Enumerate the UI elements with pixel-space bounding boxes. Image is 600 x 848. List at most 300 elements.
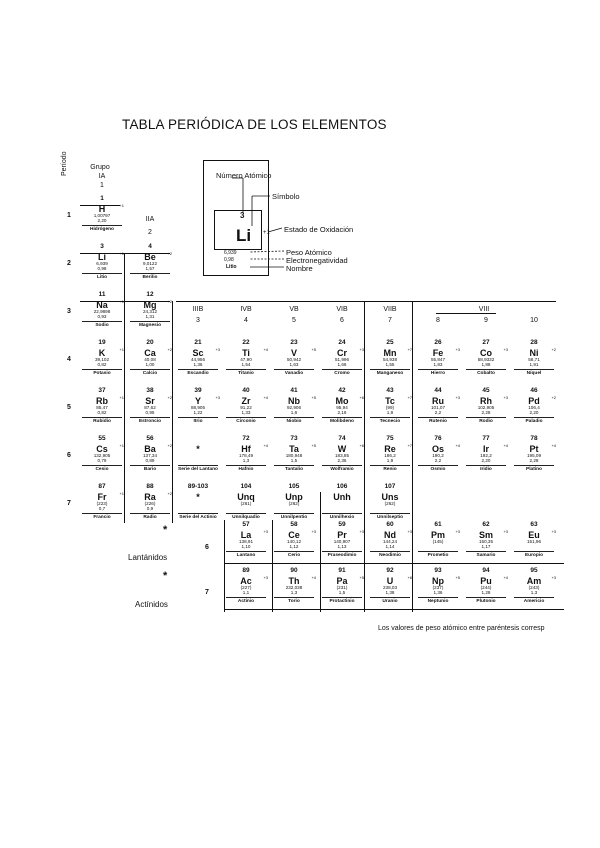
element-name: Americio xyxy=(514,597,554,604)
element-name: Berilio xyxy=(130,273,170,280)
element-name: Titanio xyxy=(226,369,266,376)
element-atomic-number: 39 xyxy=(194,387,202,394)
element-symbol: Ir xyxy=(482,444,489,454)
group-header-vib: VIB xyxy=(336,306,348,313)
element-electronegativity: 0,98 xyxy=(97,266,107,271)
element-atomic-number: 60 xyxy=(386,521,394,528)
element-name: Unnilpentio xyxy=(274,513,314,520)
element-symbol: Cs xyxy=(96,444,108,454)
element-symbol: * xyxy=(196,492,200,502)
element-name: Litio xyxy=(82,273,122,280)
element-atomic-weight: 137,34 xyxy=(142,453,158,458)
element-atomic-weight: 22,9898 xyxy=(93,309,111,314)
element-atomic-number: 3 xyxy=(100,243,104,250)
element-atomic-number: 89 xyxy=(242,567,250,574)
page-title: TABLA PERIÓDICA DE LOS ELEMENTOS xyxy=(122,117,387,132)
element-name: Rutenio xyxy=(418,417,458,424)
element-oxidation-state: +2 xyxy=(167,347,172,352)
element-atomic-number: 105 xyxy=(288,483,300,490)
element-atomic-weight: (223) xyxy=(96,501,108,506)
legend-example-name: Litio xyxy=(226,264,237,270)
element-atomic-weight: 87,62 xyxy=(144,405,156,410)
element-atomic-weight: 183,85 xyxy=(334,453,350,458)
element-atomic-weight: (231) xyxy=(336,585,348,590)
element-electronegativity: 1,22 xyxy=(193,410,203,415)
element-name: Praseodimio xyxy=(322,551,362,558)
element-symbol: Be xyxy=(144,252,156,262)
element-atomic-weight: 58,9332 xyxy=(477,357,495,362)
element-symbol: Unq xyxy=(237,492,255,502)
element-symbol: Ac xyxy=(240,576,252,586)
element-electronegativity: 1,17 xyxy=(481,544,491,549)
element-name: Níquel xyxy=(514,369,554,376)
element-name: Radio xyxy=(130,513,170,520)
element-name: Wolframio xyxy=(322,465,362,472)
element-symbol: Unh xyxy=(333,492,351,502)
element-oxidation-state: +6 xyxy=(359,443,364,448)
actinide-star-icon: * xyxy=(163,570,168,582)
element-name: Circonio xyxy=(226,417,266,424)
group-number-ivb: 4 xyxy=(244,317,248,324)
element-atomic-weight: 102,905 xyxy=(477,405,495,410)
element-atomic-number: 74 xyxy=(338,435,346,442)
element-oxidation-state: +2 xyxy=(167,443,172,448)
element-atomic-number: 75 xyxy=(386,435,394,442)
element-atomic-number: 46 xyxy=(530,387,538,394)
element-atomic-weight: (226) xyxy=(144,501,156,506)
element-symbol: U xyxy=(386,576,394,586)
element-symbol: Mn xyxy=(383,348,397,358)
legend-atomic-number-label: Número Atómico xyxy=(216,171,272,180)
element-atomic-number: 22 xyxy=(242,339,250,346)
element-symbol: Th xyxy=(288,576,300,586)
element-atomic-weight: (243) xyxy=(528,585,540,590)
element-symbol: Ce xyxy=(288,530,300,540)
element-atomic-weight: (262) xyxy=(384,501,396,506)
element-oxidation-state: +2 xyxy=(167,395,172,400)
element-electronegativity: 2,20 xyxy=(481,458,491,463)
element-oxidation-state: +4 xyxy=(551,443,556,448)
element-atomic-number: 77 xyxy=(482,435,490,442)
element-electronegativity: 1,10 xyxy=(241,544,251,549)
element-atomic-weight: 40,08 xyxy=(144,357,156,362)
element-oxidation-state: +6 xyxy=(359,395,364,400)
element-oxidation-state: +1 xyxy=(119,251,124,256)
element-atomic-number: 94 xyxy=(482,567,490,574)
element-symbol: Ra xyxy=(144,492,156,502)
group-header-viib: VIIB xyxy=(383,306,397,313)
element-atomic-number: 24 xyxy=(338,339,346,346)
element-oxidation-state: +5 xyxy=(359,575,364,580)
legend-oxidation-label: Estado de Oxidación xyxy=(284,225,354,234)
element-oxidation-state: +4 xyxy=(311,575,316,580)
element-atomic-number: 43 xyxy=(386,387,394,394)
element-atomic-number: 11 xyxy=(98,291,106,298)
element-oxidation-state: +5 xyxy=(311,443,316,448)
element-atomic-weight: 92,906 xyxy=(286,405,302,410)
group-header-vb: VB xyxy=(289,306,299,313)
element-atomic-number: 12 xyxy=(146,291,154,298)
element-atomic-weight: 54,938 xyxy=(382,357,398,362)
element-atomic-number: 92 xyxy=(386,567,394,574)
element-symbol: Pr xyxy=(337,530,347,540)
group-number-iia: 2 xyxy=(148,229,152,236)
element-name: Rodio xyxy=(466,417,506,424)
element-name: Plutonio xyxy=(466,597,506,604)
element-oxidation-state: +4 xyxy=(263,347,268,352)
element-name: Itrio xyxy=(178,417,218,424)
element-symbol: Fe xyxy=(432,348,444,358)
element-symbol: Sc xyxy=(192,348,204,358)
element-symbol: Y xyxy=(194,396,201,406)
element-atomic-weight: 1,00797 xyxy=(93,213,111,218)
element-name: Bario xyxy=(130,465,170,472)
period-number-5: 5 xyxy=(67,404,71,411)
element-electronegativity: 1,9 xyxy=(386,458,394,463)
element-electronegativity: 1,55 xyxy=(385,362,395,367)
element-atomic-weight: 101,07 xyxy=(430,405,446,410)
element-symbol: Re xyxy=(384,444,396,454)
element-electronegativity: 0,79 xyxy=(97,458,107,463)
group-number-viii9: 9 xyxy=(484,317,488,324)
element-name: Osmio xyxy=(418,465,458,472)
element-name: Francio xyxy=(82,513,122,520)
element-atomic-number: 107 xyxy=(384,483,396,490)
element-atomic-number: 57 xyxy=(242,521,250,528)
element-oxidation-state: +3 xyxy=(455,529,460,534)
element-name: Samario xyxy=(466,551,506,558)
element-atomic-weight: (262) xyxy=(288,501,300,506)
element-oxidation-state: +1 xyxy=(119,299,124,304)
element-electronegativity: 1,6 xyxy=(290,410,298,415)
element-symbol: Mg xyxy=(143,300,157,310)
element-atomic-weight: 9,0122 xyxy=(142,261,158,266)
element-atomic-weight: 24,312 xyxy=(142,309,158,314)
element-symbol: Co xyxy=(480,348,492,358)
element-atomic-weight: 6,939 xyxy=(96,261,108,266)
element-symbol: Ca xyxy=(144,348,156,358)
element-name: Cromo xyxy=(322,369,362,376)
element-symbol: Cr xyxy=(336,348,347,358)
legend-example-en: 0,98 xyxy=(224,257,234,263)
element-oxidation-state: +3 xyxy=(215,347,220,352)
element-atomic-number: 55 xyxy=(98,435,106,442)
element-atomic-number: 95 xyxy=(530,567,538,574)
element-atomic-weight: 180,948 xyxy=(285,453,303,458)
element-name: Platino xyxy=(514,465,554,472)
element-symbol: Ta xyxy=(289,444,299,454)
group-number-vb: 5 xyxy=(292,317,296,324)
element-oxidation-state: +3 xyxy=(455,347,460,352)
element-electronegativity: 1,00 xyxy=(145,362,155,367)
actinides-period: 7 xyxy=(205,589,209,596)
element-name: Calcio xyxy=(130,369,170,376)
element-symbol: Nb xyxy=(288,396,300,406)
group-header-iia: IIA xyxy=(145,216,155,223)
element-symbol: H xyxy=(98,204,106,214)
element-symbol: Ti xyxy=(242,348,250,358)
footnote: Los valores de peso atómico entre paréntesis corresp xyxy=(378,625,545,632)
element-symbol: Li xyxy=(98,252,106,262)
element-symbol: Sr xyxy=(145,396,155,406)
element-symbol: Hf xyxy=(241,444,251,454)
element-atomic-weight: (244) xyxy=(480,585,492,590)
element-atomic-number: 45 xyxy=(482,387,490,394)
element-atomic-number: 56 xyxy=(146,435,154,442)
element-oxidation-state: +4 xyxy=(263,395,268,400)
element-oxidation-state: +5 xyxy=(455,575,460,580)
element-atomic-number: 26 xyxy=(434,339,442,346)
element-oxidation-state: +1 xyxy=(119,203,124,208)
element-atomic-weight: 51,996 xyxy=(334,357,350,362)
element-symbol: Pt xyxy=(529,444,539,454)
period-number-2: 2 xyxy=(67,260,71,267)
element-atomic-number: 38 xyxy=(146,387,154,394)
element-electronegativity: 1,3 xyxy=(530,590,538,595)
element-oxidation-state: +5 xyxy=(311,347,316,352)
element-oxidation-state: +6 xyxy=(407,575,412,580)
element-name: Cerio xyxy=(274,551,314,558)
element-atomic-number: 44 xyxy=(434,387,442,394)
element-name: Tantalio xyxy=(274,465,314,472)
element-electronegativity: 1,63 xyxy=(289,362,299,367)
element-atomic-weight: 91,22 xyxy=(240,405,252,410)
element-oxidation-state: +3 xyxy=(503,347,508,352)
element-name: Paladio xyxy=(514,417,554,424)
element-symbol: W xyxy=(337,444,347,454)
element-name: Actinio xyxy=(226,597,266,604)
element-electronegativity: 2,36 xyxy=(337,458,347,463)
group-header-iiib: IIIB xyxy=(192,306,204,313)
element-name: Cobalto xyxy=(466,369,506,376)
element-atomic-number: 87 xyxy=(98,483,106,490)
element-atomic-weight: 186,2 xyxy=(384,453,396,458)
element-name: Cesio xyxy=(82,465,122,472)
element-electronegativity: 1,5 xyxy=(338,590,346,595)
element-name: Tecnecio xyxy=(370,417,410,424)
element-atomic-number: 78 xyxy=(530,435,538,442)
element-electronegativity: 1,14 xyxy=(385,544,395,549)
element-atomic-weight: 192,2 xyxy=(480,453,492,458)
legend-example-symbol: Li xyxy=(236,226,252,245)
element-atomic-number: 104 xyxy=(240,483,252,490)
element-atomic-number: 106 xyxy=(336,483,348,490)
element-name: Neodimio xyxy=(370,551,410,558)
element-electronegativity: 1,13 xyxy=(337,544,347,549)
lanthanides-label: Lantánidos xyxy=(128,553,168,562)
element-atomic-weight: 39,102 xyxy=(94,357,110,362)
legend-name-label: Nombre xyxy=(286,264,313,273)
element-electronegativity: 0,7 xyxy=(98,506,106,511)
group-word-label: Grupo xyxy=(90,164,110,171)
element-atomic-number: 89-103 xyxy=(187,483,209,490)
element-electronegativity: 1,88 xyxy=(481,362,491,367)
element-name: Rubidio xyxy=(82,417,122,424)
element-electronegativity: 1,12 xyxy=(289,544,299,549)
element-name: Renio xyxy=(370,465,410,472)
element-symbol: Uns xyxy=(381,492,399,502)
element-symbol: Pa xyxy=(336,576,348,586)
period-axis-label: Período xyxy=(61,151,68,176)
element-atomic-number: 28 xyxy=(530,339,538,346)
element-symbol: K xyxy=(98,348,106,358)
legend-example-weight: 6,939 xyxy=(224,250,237,256)
group-number-vib: 6 xyxy=(340,317,344,324)
element-electronegativity: 1,3 xyxy=(242,458,250,463)
element-name: Protactinio xyxy=(322,597,362,604)
element-atomic-weight: 144,24 xyxy=(382,539,398,544)
group-number-iiib: 3 xyxy=(196,317,200,324)
element-electronegativity: 1,31 xyxy=(145,314,155,319)
lanthanide-star-icon: * xyxy=(163,524,168,536)
group-number-viii: 8 xyxy=(436,317,440,324)
element-oxidation-state: +2 xyxy=(167,251,172,256)
legend-weight-label: Peso Atómico xyxy=(286,248,332,257)
element-symbol: Zr xyxy=(241,396,251,406)
element-atomic-number: 73 xyxy=(290,435,298,442)
element-atomic-weight: 140,12 xyxy=(286,539,302,544)
element-atomic-number: 27 xyxy=(482,339,490,346)
element-symbol: Rb xyxy=(96,396,108,406)
element-atomic-number: 40 xyxy=(242,387,250,394)
element-name: Unnilseptio xyxy=(370,513,410,520)
element-atomic-weight: (99) xyxy=(385,405,395,410)
element-oxidation-state: +3 xyxy=(407,529,412,534)
element-atomic-number: 21 xyxy=(194,339,202,346)
element-atomic-number: 61 xyxy=(434,521,442,528)
element-symbol: Sm xyxy=(478,530,493,540)
element-oxidation-state: +2 xyxy=(551,395,556,400)
element-name: Unnilhexio xyxy=(322,513,362,520)
element-electronegativity: 0,93 xyxy=(97,314,107,319)
element-oxidation-state: +3 xyxy=(455,395,460,400)
element-atomic-number: 20 xyxy=(146,339,154,346)
element-oxidation-state: +2 xyxy=(167,491,172,496)
element-atomic-weight: 138,91 xyxy=(238,539,254,544)
element-electronegativity: 0,9 xyxy=(146,506,154,511)
element-atomic-weight: 190,2 xyxy=(432,453,444,458)
element-atomic-weight: (227) xyxy=(240,585,252,590)
element-symbol: Pu xyxy=(480,576,492,586)
element-name: Magnesio xyxy=(130,321,170,328)
element-oxidation-state: +3 xyxy=(503,395,508,400)
element-electronegativity: 1,91 xyxy=(529,362,539,367)
element-oxidation-state: +7 xyxy=(407,347,412,352)
element-atomic-weight: 195,09 xyxy=(526,453,542,458)
element-electronegativity: 2,16 xyxy=(337,410,347,415)
element-oxidation-state: +3 xyxy=(551,529,556,534)
element-atomic-weight: 88,905 xyxy=(190,405,206,410)
element-symbol: Eu xyxy=(528,530,540,540)
element-name: Vanadio xyxy=(274,369,314,376)
element-atomic-weight: 238,03 xyxy=(382,585,398,590)
element-electronegativity: 0,95 xyxy=(145,410,155,415)
element-atomic-number: 58 xyxy=(290,521,298,528)
element-symbol: Am xyxy=(526,576,542,586)
element-electronegativity: 1,57 xyxy=(145,266,155,271)
element-name: Manganeso xyxy=(370,369,410,376)
element-atomic-number: 25 xyxy=(386,339,394,346)
element-electronegativity: 2,2 xyxy=(434,458,442,463)
element-atomic-number: 62 xyxy=(482,521,490,528)
group-header-ia: IA xyxy=(98,173,106,180)
element-symbol: Fr xyxy=(97,492,107,502)
element-electronegativity: 2,28 xyxy=(529,458,539,463)
element-atomic-number: 91 xyxy=(338,567,346,574)
element-atomic-number: 59 xyxy=(338,521,346,528)
element-symbol: V xyxy=(290,348,297,358)
element-atomic-number: 90 xyxy=(290,567,298,574)
element-electronegativity: 2,20 xyxy=(529,410,539,415)
element-atomic-number: 63 xyxy=(530,521,538,528)
element-atomic-number: 88 xyxy=(146,483,154,490)
element-oxidation-state: +3 xyxy=(263,529,268,534)
element-oxidation-state: +3 xyxy=(263,575,268,580)
legend-example-number: 3 xyxy=(240,211,245,220)
element-name: Lantano xyxy=(226,551,266,558)
element-oxidation-state: +3 xyxy=(503,529,508,534)
element-name: Torio xyxy=(274,597,314,604)
element-atomic-weight: 178,49 xyxy=(238,453,254,458)
element-name: Hafnio xyxy=(226,465,266,472)
element-oxidation-state: +4 xyxy=(503,575,508,580)
element-electronegativity: 2,2 xyxy=(434,410,442,415)
element-atomic-weight: 106,4 xyxy=(528,405,540,410)
element-oxidation-state: +4 xyxy=(263,443,268,448)
element-oxidation-state: +1 xyxy=(119,395,124,400)
element-symbol: Mo xyxy=(335,396,349,406)
element-electronegativity: 1,38 xyxy=(385,590,395,595)
element-electronegativity: 1,66 xyxy=(337,362,347,367)
element-electronegativity: 1,3 xyxy=(290,590,298,595)
element-electronegativity: 2,28 xyxy=(481,410,491,415)
element-oxidation-state: +1 xyxy=(119,347,124,352)
group-header-viii: VIII xyxy=(478,306,490,313)
element-name: Niobio xyxy=(274,417,314,424)
element-name: Europio xyxy=(514,551,554,558)
element-oxidation-state: +3 xyxy=(311,529,316,534)
element-oxidation-state: +3 xyxy=(359,347,364,352)
element-name: Prometio xyxy=(418,551,458,558)
element-atomic-weight: 150,35 xyxy=(478,539,494,544)
element-electronegativity: 1,36 xyxy=(433,590,443,595)
element-atomic-number: 41 xyxy=(290,387,298,394)
element-symbol: Ba xyxy=(144,444,156,454)
element-name: Sodio xyxy=(82,321,122,328)
element-atomic-number: 19 xyxy=(98,339,106,346)
group-number-ia: 1 xyxy=(100,182,104,189)
element-atomic-number: 37 xyxy=(98,387,106,394)
element-symbol: Pm xyxy=(430,530,445,540)
period-number-1: 1 xyxy=(67,212,71,219)
element-electronegativity: 1,54 xyxy=(241,362,251,367)
element-name: Hidrógeno xyxy=(82,225,122,232)
element-atomic-weight: 55,847 xyxy=(430,357,446,362)
element-name: Uranio xyxy=(370,597,410,604)
period-number-3: 3 xyxy=(67,308,71,315)
element-name: Serie del Actinio xyxy=(179,514,217,520)
element-atomic-number: 93 xyxy=(434,567,442,574)
element-atomic-weight: 132,905 xyxy=(93,453,111,458)
element-atomic-number: 76 xyxy=(434,435,442,442)
lanthanides-period: 6 xyxy=(205,544,209,551)
legend-electroneg-label: Electronegatividad xyxy=(286,256,348,265)
element-oxidation-state: +7 xyxy=(407,443,412,448)
element-atomic-weight: (145) xyxy=(432,539,444,544)
element-oxidation-state: +1 xyxy=(119,443,124,448)
legend-example-oxidation: +1 xyxy=(263,230,270,236)
element-electronegativity: 2,20 xyxy=(97,218,107,223)
